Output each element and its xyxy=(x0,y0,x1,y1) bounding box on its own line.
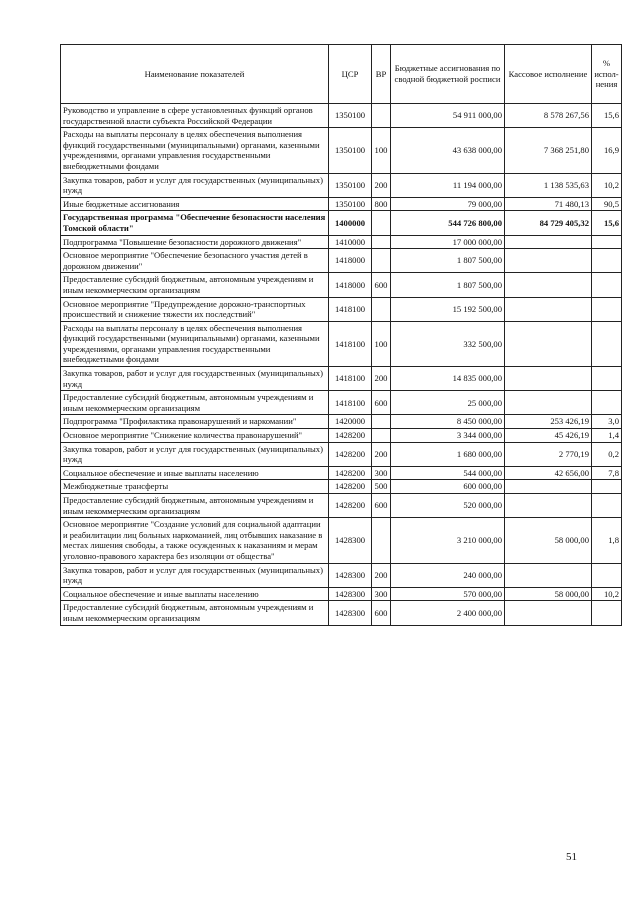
table-row xyxy=(61,173,622,197)
cell-csr: 1420000 xyxy=(329,415,372,429)
cell-cash xyxy=(505,367,592,391)
cell-name: Социальное обеспечение и иные выплаты населению xyxy=(61,587,329,601)
cell-cash: 42 656,00 xyxy=(505,466,592,480)
cell-budget: 2 400 000,00 xyxy=(391,601,505,625)
cell-percent: 3,0 xyxy=(592,415,622,429)
cell-csr: 1428200 xyxy=(329,494,372,518)
cell-cash xyxy=(505,321,592,366)
cell-name: Предоставление субсидий бюджетным, автономным учреждениям и иным некоммерческим организациям xyxy=(61,601,329,625)
cell-name: Закупка товаров, работ и услуг для государственных (муниципальных) нужд xyxy=(61,442,329,466)
cell-csr: 1428300 xyxy=(329,518,372,563)
budget-table-container xyxy=(60,44,622,626)
cell-vr xyxy=(372,104,391,128)
cell-name: Расходы на выплаты персоналу в целях обеспечения выполнения функций государственными (муниципальными) органами, казенными учреждениями, органами управления государственными внебюджетными фондами xyxy=(61,128,329,173)
cell-name: Межбюджетные трансферты xyxy=(61,480,329,494)
cell-name: Основное мероприятие "Создание условий для социальной адаптации и реабилитации лиц больных наркоманией, лиц отбывших наказание в местах лишения свободы, а также осужденных к наказаниям и мерам уголовно-правового характера без изоляции от общества" xyxy=(61,518,329,563)
cell-percent xyxy=(592,601,622,625)
cell-percent xyxy=(592,391,622,415)
cell-vr xyxy=(372,518,391,563)
cell-csr: 1350100 xyxy=(329,173,372,197)
cell-cash xyxy=(505,480,592,494)
cell-vr xyxy=(372,249,391,273)
cell-cash xyxy=(505,391,592,415)
cell-budget: 17 000 000,00 xyxy=(391,235,505,249)
cell-percent: 16,9 xyxy=(592,128,622,173)
table-row xyxy=(61,367,622,391)
cell-cash xyxy=(505,601,592,625)
cell-budget: 3 210 000,00 xyxy=(391,518,505,563)
cell-percent: 1,4 xyxy=(592,429,622,443)
cell-budget: 11 194 000,00 xyxy=(391,173,505,197)
cell-budget: 520 000,00 xyxy=(391,494,505,518)
cell-vr: 200 xyxy=(372,442,391,466)
cell-cash: 8 578 267,56 xyxy=(505,104,592,128)
cell-percent xyxy=(592,480,622,494)
cell-vr: 500 xyxy=(372,480,391,494)
cell-cash xyxy=(505,563,592,587)
cell-name: Социальное обеспечение и иные выплаты населению xyxy=(61,466,329,480)
cell-cash xyxy=(505,494,592,518)
cell-vr xyxy=(372,211,391,235)
cell-csr: 1428200 xyxy=(329,480,372,494)
header-vr: ВР xyxy=(372,45,391,104)
cell-vr: 100 xyxy=(372,128,391,173)
cell-budget: 240 000,00 xyxy=(391,563,505,587)
cell-budget: 8 450 000,00 xyxy=(391,415,505,429)
cell-vr: 300 xyxy=(372,466,391,480)
cell-percent: 7,8 xyxy=(592,466,622,480)
cell-cash: 58 000,00 xyxy=(505,518,592,563)
table-header-row xyxy=(61,45,622,104)
cell-vr xyxy=(372,297,391,321)
cell-percent xyxy=(592,563,622,587)
cell-vr: 200 xyxy=(372,563,391,587)
cell-budget: 43 638 000,00 xyxy=(391,128,505,173)
cell-csr: 1410000 xyxy=(329,235,372,249)
table-row xyxy=(61,415,622,429)
table-row xyxy=(61,587,622,601)
cell-percent: 10,2 xyxy=(592,173,622,197)
cell-vr xyxy=(372,235,391,249)
cell-name: Основное мероприятие "Предупреждение дорожно-транспортных происшествий и снижение тяжести их последствий" xyxy=(61,297,329,321)
cell-vr: 200 xyxy=(372,367,391,391)
cell-vr: 600 xyxy=(372,601,391,625)
cell-vr: 300 xyxy=(372,587,391,601)
cell-csr: 1428300 xyxy=(329,563,372,587)
cell-budget: 544 726 800,00 xyxy=(391,211,505,235)
cell-budget: 15 192 500,00 xyxy=(391,297,505,321)
table-row xyxy=(61,429,622,443)
header-cash: Кассовое исполнение xyxy=(505,45,592,104)
cell-percent: 0,2 xyxy=(592,442,622,466)
cell-name: Подпрограмма "Повышение безопасности дорожного движения" xyxy=(61,235,329,249)
table-row xyxy=(61,601,622,625)
cell-name: Основное мероприятие "Снижение количества правонарушений" xyxy=(61,429,329,443)
cell-name: Закупка товаров, работ и услуг для государственных (муниципальных) нужд xyxy=(61,173,329,197)
table-row xyxy=(61,518,622,563)
cell-percent: 1,8 xyxy=(592,518,622,563)
cell-csr: 1428200 xyxy=(329,442,372,466)
cell-budget: 1 680 000,00 xyxy=(391,442,505,466)
cell-percent: 10,2 xyxy=(592,587,622,601)
table-row xyxy=(61,273,622,297)
cell-csr: 1418100 xyxy=(329,321,372,366)
table-row xyxy=(61,128,622,173)
header-name: Наименование показателей xyxy=(61,45,329,104)
table-row xyxy=(61,104,622,128)
cell-percent: 15,6 xyxy=(592,211,622,235)
cell-cash: 84 729 405,32 xyxy=(505,211,592,235)
table-row xyxy=(61,563,622,587)
cell-name: Предоставление субсидий бюджетным, автономным учреждениям и иным некоммерческим организациям xyxy=(61,273,329,297)
cell-budget: 600 000,00 xyxy=(391,480,505,494)
cell-name: Руководство и управление в сфере установленных функций органов государственной власти субъекта Российской Федерации xyxy=(61,104,329,128)
table-row xyxy=(61,235,622,249)
table-row xyxy=(61,391,622,415)
table-row xyxy=(61,197,622,211)
cell-name: Подпрограмма "Профилактика правонарушений и наркомании" xyxy=(61,415,329,429)
cell-csr: 1350100 xyxy=(329,128,372,173)
cell-budget: 570 000,00 xyxy=(391,587,505,601)
cell-percent xyxy=(592,235,622,249)
cell-budget: 332 500,00 xyxy=(391,321,505,366)
cell-vr xyxy=(372,429,391,443)
page-number: 51 xyxy=(566,851,577,863)
budget-execution-table xyxy=(60,44,622,626)
cell-csr: 1418000 xyxy=(329,273,372,297)
cell-name: Предоставление субсидий бюджетным, автономным учреждениям и иным некоммерческим организациям xyxy=(61,391,329,415)
cell-csr: 1428200 xyxy=(329,429,372,443)
cell-budget: 3 344 000,00 xyxy=(391,429,505,443)
cell-csr: 1428300 xyxy=(329,587,372,601)
cell-percent: 15,6 xyxy=(592,104,622,128)
cell-vr: 800 xyxy=(372,197,391,211)
header-csr: ЦСР xyxy=(329,45,372,104)
cell-csr: 1428200 xyxy=(329,466,372,480)
cell-cash xyxy=(505,273,592,297)
cell-csr: 1428300 xyxy=(329,601,372,625)
cell-cash: 7 368 251,80 xyxy=(505,128,592,173)
cell-csr: 1418100 xyxy=(329,367,372,391)
table-row xyxy=(61,321,622,366)
cell-percent xyxy=(592,321,622,366)
cell-name: Закупка товаров, работ и услуг для государственных (муниципальных) нужд xyxy=(61,563,329,587)
cell-csr: 1400000 xyxy=(329,211,372,235)
cell-vr: 200 xyxy=(372,173,391,197)
table-row xyxy=(61,211,622,235)
cell-percent: 90,5 xyxy=(592,197,622,211)
table-row xyxy=(61,480,622,494)
cell-budget: 544 000,00 xyxy=(391,466,505,480)
cell-budget: 1 807 500,00 xyxy=(391,249,505,273)
table-row xyxy=(61,494,622,518)
cell-csr: 1418100 xyxy=(329,391,372,415)
cell-percent xyxy=(592,494,622,518)
cell-cash xyxy=(505,297,592,321)
cell-csr: 1418100 xyxy=(329,297,372,321)
table-row xyxy=(61,466,622,480)
cell-name: Закупка товаров, работ и услуг для государственных (муниципальных) нужд xyxy=(61,367,329,391)
cell-name: Государственная программа "Обеспечение безопасности населения Томской области" xyxy=(61,211,329,235)
cell-budget: 25 000,00 xyxy=(391,391,505,415)
cell-vr: 600 xyxy=(372,494,391,518)
cell-vr: 600 xyxy=(372,391,391,415)
cell-vr: 600 xyxy=(372,273,391,297)
cell-name: Расходы на выплаты персоналу в целях обеспечения выполнения функций государственными (муниципальными) органами, казенными учреждениями, органами управления государственными внебюджетными фондами xyxy=(61,321,329,366)
cell-name: Предоставление субсидий бюджетным, автономным учреждениям и иным некоммерческим организациям xyxy=(61,494,329,518)
cell-percent xyxy=(592,297,622,321)
table-row xyxy=(61,442,622,466)
cell-budget: 1 807 500,00 xyxy=(391,273,505,297)
cell-cash: 71 480,13 xyxy=(505,197,592,211)
cell-percent xyxy=(592,367,622,391)
cell-cash xyxy=(505,249,592,273)
table-body xyxy=(61,104,622,626)
cell-budget: 14 835 000,00 xyxy=(391,367,505,391)
cell-percent xyxy=(592,273,622,297)
cell-csr: 1350100 xyxy=(329,197,372,211)
cell-cash: 1 138 535,63 xyxy=(505,173,592,197)
cell-cash: 2 770,19 xyxy=(505,442,592,466)
cell-vr xyxy=(372,415,391,429)
cell-vr: 100 xyxy=(372,321,391,366)
cell-cash: 58 000,00 xyxy=(505,587,592,601)
cell-name: Иные бюджетные ассигнования xyxy=(61,197,329,211)
cell-cash: 253 426,19 xyxy=(505,415,592,429)
header-budget: Бюджетные ассигнования по сводной бюджетной росписи xyxy=(391,45,505,104)
cell-budget: 79 000,00 xyxy=(391,197,505,211)
cell-csr: 1350100 xyxy=(329,104,372,128)
cell-cash: 45 426,19 xyxy=(505,429,592,443)
cell-budget: 54 911 000,00 xyxy=(391,104,505,128)
cell-cash xyxy=(505,235,592,249)
header-percent: % испол-нения xyxy=(592,45,622,104)
table-row xyxy=(61,297,622,321)
cell-percent xyxy=(592,249,622,273)
cell-csr: 1418000 xyxy=(329,249,372,273)
cell-name: Основное мероприятие "Обеспечение безопасного участия детей в дорожном движении" xyxy=(61,249,329,273)
table-row xyxy=(61,249,622,273)
